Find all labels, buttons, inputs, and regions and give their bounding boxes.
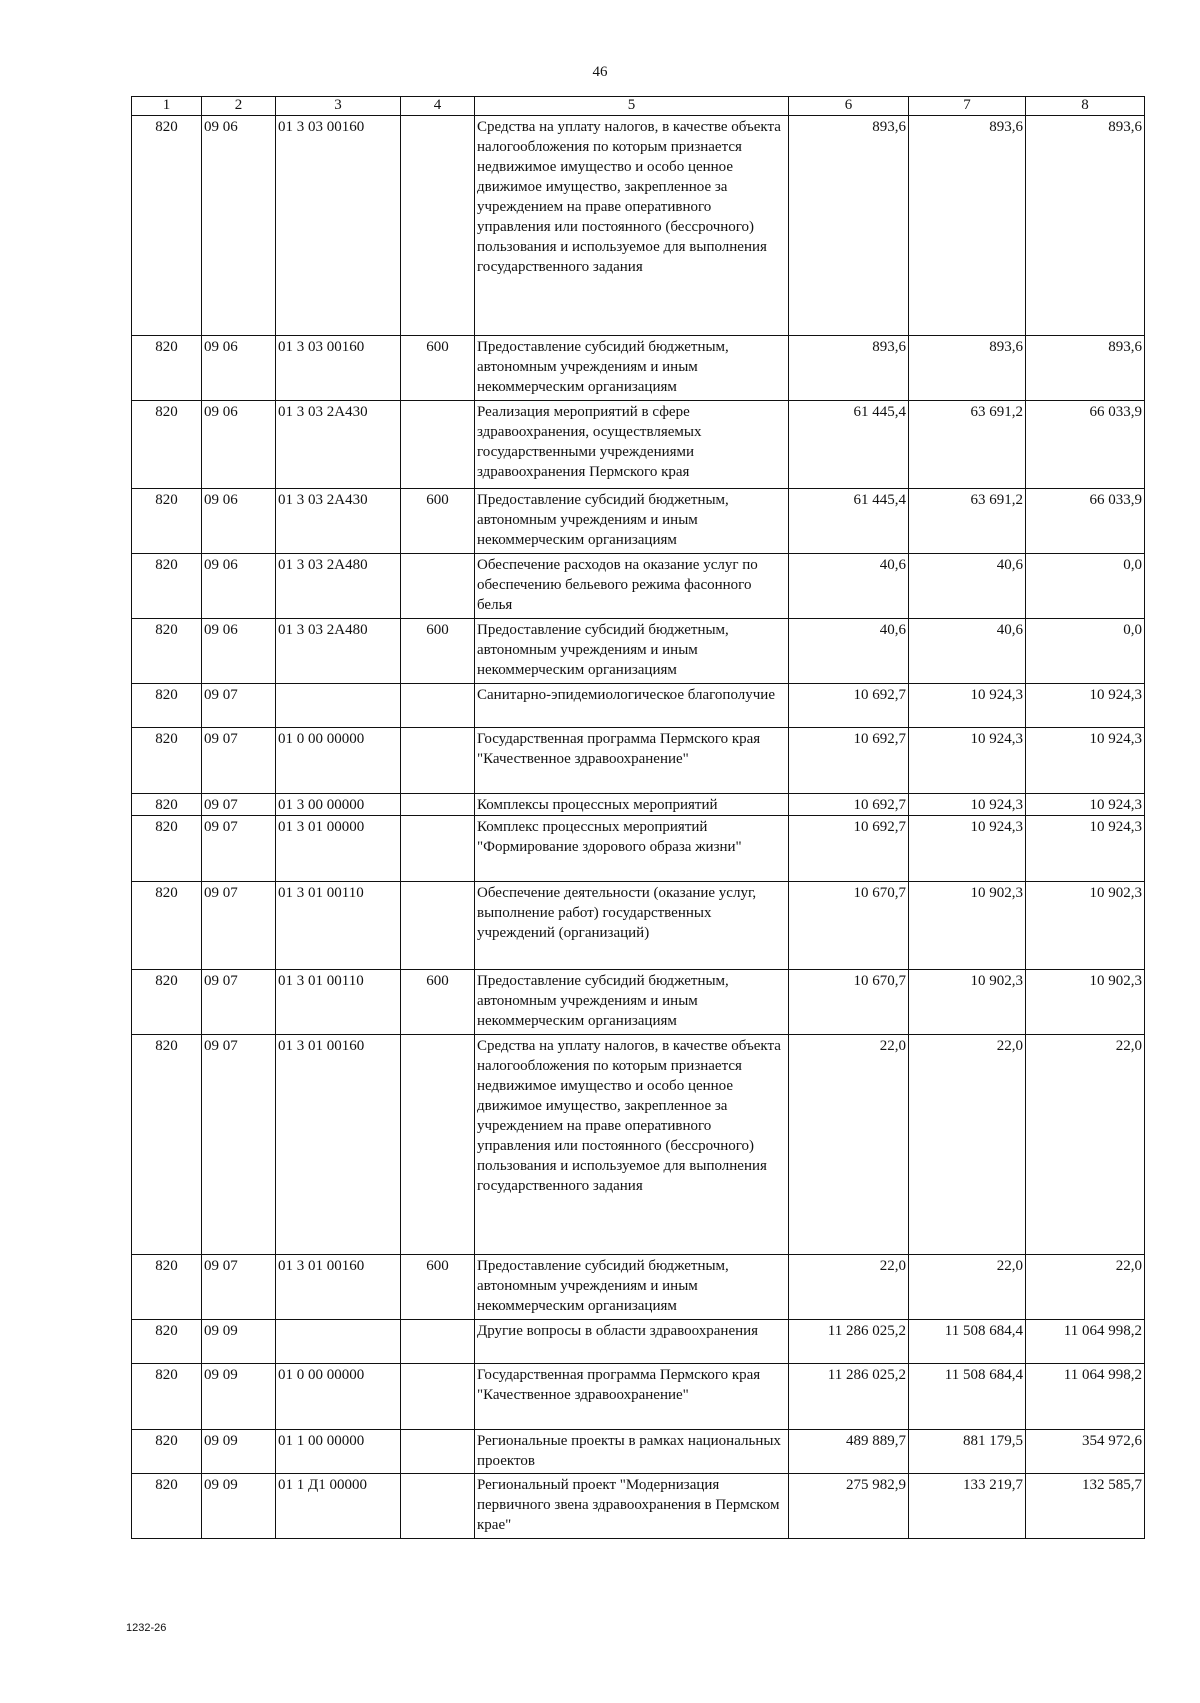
column-header-7: 7 [909,97,1026,116]
cell-amount-col7: 22,0 [909,1035,1026,1255]
cell-amount-col6: 11 286 025,2 [789,1364,909,1430]
cell-section-code: 09 07 [202,1255,276,1320]
cell-amount-col7: 10 924,3 [909,794,1026,816]
column-header-5: 5 [475,97,789,116]
table-row [132,554,1145,619]
cell-amount-col7: 881 179,5 [909,1430,1026,1474]
cell-description: Предоставление субсидий бюджетным, автономным учреждениям и иным некоммерческим организациям [475,1255,789,1320]
cell-amount-col6: 10 692,7 [789,684,909,728]
cell-amount-col6: 10 692,7 [789,728,909,794]
cell-amount-col8: 22,0 [1026,1035,1145,1255]
cell-amount-col7: 133 219,7 [909,1474,1026,1539]
cell-amount-col6: 61 445,4 [789,489,909,554]
cell-amount-col8: 10 924,3 [1026,728,1145,794]
cell-expense-type: 600 [401,489,475,554]
cell-target-article: 01 3 03 00160 [276,116,401,336]
cell-expense-type [401,1430,475,1474]
cell-section-code: 09 09 [202,1474,276,1539]
cell-description: Предоставление субсидий бюджетным, автономным учреждениям и иным некоммерческим организациям [475,619,789,684]
cell-amount-col8: 66 033,9 [1026,401,1145,489]
cell-amount-col8: 11 064 998,2 [1026,1364,1145,1430]
cell-expense-type [401,882,475,970]
table-row [132,684,1145,728]
cell-expense-type: 600 [401,1255,475,1320]
table-row [132,489,1145,554]
cell-target-article [276,1320,401,1364]
cell-amount-col8: 132 585,7 [1026,1474,1145,1539]
table-row [132,1364,1145,1430]
cell-amount-col7: 40,6 [909,554,1026,619]
cell-description: Государственная программа Пермского края "Качественное здравоохранение" [475,1364,789,1430]
cell-amount-col7: 10 924,3 [909,816,1026,882]
table-row [132,619,1145,684]
cell-amount-col8: 10 902,3 [1026,970,1145,1035]
cell-amount-col7: 11 508 684,4 [909,1364,1026,1430]
column-header-6: 6 [789,97,909,116]
cell-amount-col6: 893,6 [789,116,909,336]
cell-description: Государственная программа Пермского края "Качественное здравоохранение" [475,728,789,794]
cell-expense-type [401,1035,475,1255]
document-code: 1232-26 [126,1622,167,1634]
cell-ministry-code: 820 [132,336,202,401]
cell-section-code: 09 07 [202,684,276,728]
table-row [132,794,1145,816]
cell-target-article: 01 3 03 2А430 [276,401,401,489]
cell-ministry-code: 820 [132,970,202,1035]
cell-amount-col6: 11 286 025,2 [789,1320,909,1364]
cell-target-article: 01 3 03 2А430 [276,489,401,554]
cell-expense-type [401,116,475,336]
cell-expense-type [401,401,475,489]
cell-expense-type [401,554,475,619]
cell-amount-col6: 40,6 [789,554,909,619]
cell-target-article: 01 3 01 00000 [276,816,401,882]
cell-amount-col8: 10 902,3 [1026,882,1145,970]
cell-target-article [276,684,401,728]
cell-ministry-code: 820 [132,1474,202,1539]
cell-amount-col8: 66 033,9 [1026,489,1145,554]
cell-amount-col6: 61 445,4 [789,401,909,489]
table-row [132,1035,1145,1255]
cell-amount-col7: 63 691,2 [909,401,1026,489]
cell-amount-col8: 10 924,3 [1026,684,1145,728]
cell-description: Реализация мероприятий в сфере здравоохранения, осуществляемых государственными учреждениями здравоохранения Пермского края [475,401,789,489]
cell-ministry-code: 820 [132,116,202,336]
cell-description: Региональные проекты в рамках национальных проектов [475,1430,789,1474]
cell-amount-col8: 10 924,3 [1026,816,1145,882]
cell-ministry-code: 820 [132,684,202,728]
cell-expense-type [401,728,475,794]
cell-amount-col7: 10 924,3 [909,684,1026,728]
cell-target-article: 01 3 00 00000 [276,794,401,816]
cell-ministry-code: 820 [132,1320,202,1364]
cell-target-article: 01 3 01 00160 [276,1035,401,1255]
cell-section-code: 09 07 [202,1035,276,1255]
cell-amount-col7: 11 508 684,4 [909,1320,1026,1364]
cell-target-article: 01 1 Д1 00000 [276,1474,401,1539]
cell-section-code: 09 07 [202,970,276,1035]
page-number: 46 [592,64,608,80]
cell-amount-col6: 10 670,7 [789,882,909,970]
cell-target-article: 01 3 03 00160 [276,336,401,401]
cell-ministry-code: 820 [132,554,202,619]
column-header-3: 3 [276,97,401,116]
cell-ministry-code: 820 [132,1035,202,1255]
cell-expense-type [401,684,475,728]
cell-section-code: 09 09 [202,1364,276,1430]
table-row [132,882,1145,970]
cell-amount-col6: 10 670,7 [789,970,909,1035]
column-header-4: 4 [401,97,475,116]
header-row [132,97,1145,116]
cell-expense-type [401,794,475,816]
cell-ministry-code: 820 [132,816,202,882]
cell-amount-col8: 893,6 [1026,116,1145,336]
cell-section-code: 09 06 [202,489,276,554]
cell-expense-type [401,1364,475,1430]
cell-amount-col6: 40,6 [789,619,909,684]
cell-description: Предоставление субсидий бюджетным, автономным учреждениям и иным некоммерческим организациям [475,489,789,554]
cell-amount-col7: 893,6 [909,116,1026,336]
cell-ministry-code: 820 [132,1430,202,1474]
cell-amount-col8: 11 064 998,2 [1026,1320,1145,1364]
cell-target-article: 01 3 01 00110 [276,882,401,970]
cell-amount-col8: 893,6 [1026,336,1145,401]
table-row [132,1474,1145,1539]
cell-description: Предоставление субсидий бюджетным, автономным учреждениям и иным некоммерческим организациям [475,336,789,401]
cell-section-code: 09 06 [202,336,276,401]
cell-target-article: 01 0 00 00000 [276,1364,401,1430]
cell-amount-col7: 10 902,3 [909,970,1026,1035]
cell-description: Другие вопросы в области здравоохранения [475,1320,789,1364]
cell-description: Средства на уплату налогов, в качестве объекта налогообложения по которым признается недвижимое имущество и особо ценное движимое имущество, закрепленное за учреждением на праве оперативного управления или постоянного (бессрочного) пользования и используемое для выполнения государственного задания [475,1035,789,1255]
cell-ministry-code: 820 [132,794,202,816]
table-row [132,1255,1145,1320]
cell-amount-col8: 0,0 [1026,554,1145,619]
cell-description: Региональный проект "Модернизация первичного звена здравоохранения в Пермском крае" [475,1474,789,1539]
cell-description: Обеспечение деятельности (оказание услуг, выполнение работ) государственных учреждений (организаций) [475,882,789,970]
table-row [132,1320,1145,1364]
cell-target-article: 01 3 03 2А480 [276,619,401,684]
cell-target-article: 01 1 00 00000 [276,1430,401,1474]
table-row [132,116,1145,336]
cell-amount-col7: 22,0 [909,1255,1026,1320]
cell-ministry-code: 820 [132,401,202,489]
cell-section-code: 09 07 [202,882,276,970]
cell-expense-type: 600 [401,336,475,401]
cell-description: Комплекс процессных мероприятий "Формирование здорового образа жизни" [475,816,789,882]
cell-ministry-code: 820 [132,1255,202,1320]
table-row [132,816,1145,882]
cell-section-code: 09 09 [202,1430,276,1474]
cell-ministry-code: 820 [132,619,202,684]
cell-ministry-code: 820 [132,882,202,970]
cell-amount-col6: 10 692,7 [789,794,909,816]
cell-amount-col6: 10 692,7 [789,816,909,882]
cell-description: Средства на уплату налогов, в качестве объекта налогообложения по которым признается недвижимое имущество и особо ценное движимое имущество, закрепленное за учреждением на праве оперативного управления или постоянного (бессрочного) пользования и используемое для выполнения государственного задания [475,116,789,336]
cell-ministry-code: 820 [132,1364,202,1430]
table-row [132,1430,1145,1474]
cell-target-article: 01 3 01 00110 [276,970,401,1035]
cell-amount-col6: 22,0 [789,1035,909,1255]
cell-amount-col6: 22,0 [789,1255,909,1320]
cell-section-code: 09 06 [202,116,276,336]
cell-amount-col7: 10 902,3 [909,882,1026,970]
cell-amount-col7: 40,6 [909,619,1026,684]
cell-amount-col8: 354 972,6 [1026,1430,1145,1474]
cell-description: Предоставление субсидий бюджетным, автономным учреждениям и иным некоммерческим организациям [475,970,789,1035]
cell-target-article: 01 0 00 00000 [276,728,401,794]
budget-table [131,96,1145,1539]
cell-description: Комплексы процессных мероприятий [475,794,789,816]
cell-section-code: 09 06 [202,619,276,684]
cell-section-code: 09 07 [202,794,276,816]
cell-amount-col7: 10 924,3 [909,728,1026,794]
table-row [132,336,1145,401]
cell-section-code: 09 09 [202,1320,276,1364]
cell-amount-col6: 275 982,9 [789,1474,909,1539]
cell-target-article: 01 3 03 2А480 [276,554,401,619]
cell-section-code: 09 06 [202,401,276,489]
table-row [132,401,1145,489]
cell-expense-type: 600 [401,970,475,1035]
cell-section-code: 09 07 [202,816,276,882]
cell-expense-type: 600 [401,619,475,684]
cell-section-code: 09 07 [202,728,276,794]
cell-amount-col7: 63 691,2 [909,489,1026,554]
cell-ministry-code: 820 [132,728,202,794]
cell-description: Санитарно-эпидемиологическое благополучие [475,684,789,728]
table-row [132,728,1145,794]
cell-amount-col8: 0,0 [1026,619,1145,684]
cell-amount-col7: 893,6 [909,336,1026,401]
cell-expense-type [401,1474,475,1539]
cell-section-code: 09 06 [202,554,276,619]
column-header-1: 1 [132,97,202,116]
cell-description: Обеспечение расходов на оказание услуг по обеспечению бельевого режима фасонного белья [475,554,789,619]
cell-expense-type [401,1320,475,1364]
cell-ministry-code: 820 [132,489,202,554]
cell-target-article: 01 3 01 00160 [276,1255,401,1320]
column-header-8: 8 [1026,97,1145,116]
cell-expense-type [401,816,475,882]
table-row [132,970,1145,1035]
cell-amount-col6: 489 889,7 [789,1430,909,1474]
cell-amount-col6: 893,6 [789,336,909,401]
cell-amount-col8: 22,0 [1026,1255,1145,1320]
column-header-2: 2 [202,97,276,116]
cell-amount-col8: 10 924,3 [1026,794,1145,816]
